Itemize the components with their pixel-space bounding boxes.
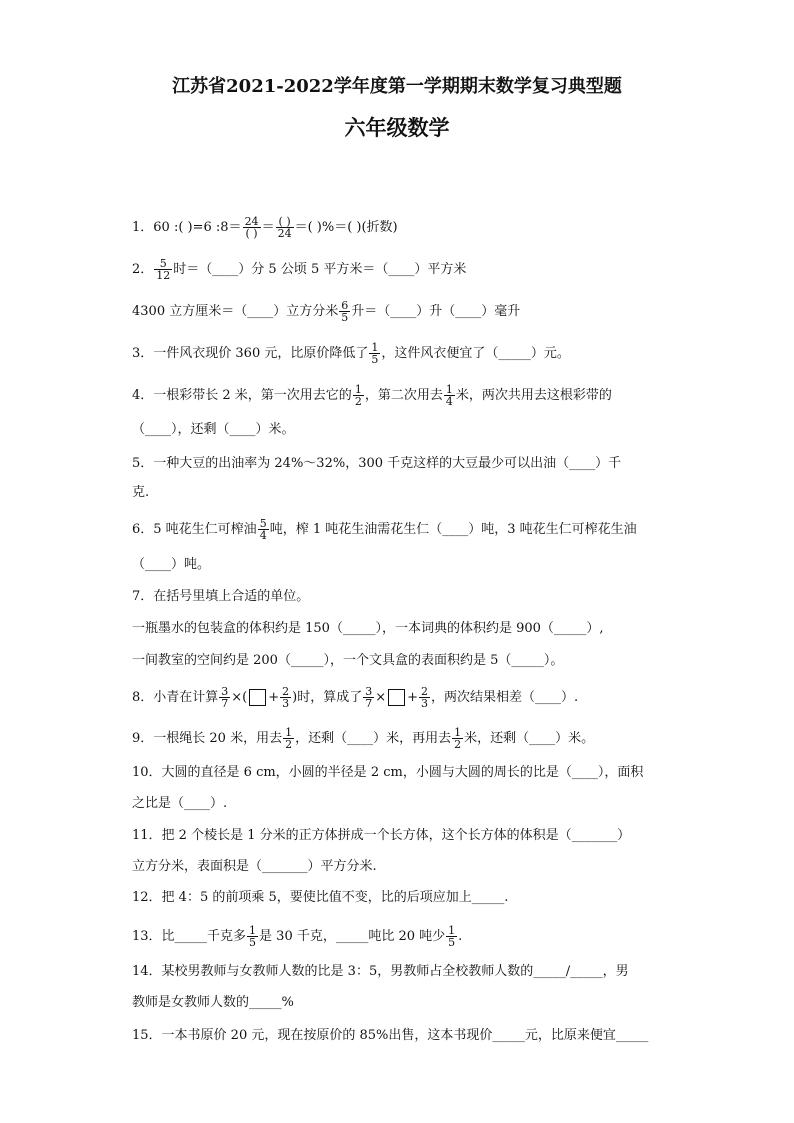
question-8 (132, 686, 578, 709)
q2b-fraction (339, 300, 350, 323)
q7-text-a: 7．在括号里填上合适的单位。 (132, 589, 310, 604)
question-6 (132, 518, 637, 541)
q9-fraction-1 (283, 727, 294, 750)
q12-text-a: 12．把 4：5 的前项乘 5，要使比值不变，比的后项应加上_____. (132, 890, 509, 905)
question-10-line-2 (132, 794, 227, 814)
q8-blank-box-1 (249, 689, 266, 706)
q4-f1-denominator: 2 (354, 395, 362, 408)
question-10 (132, 763, 643, 783)
q8-text-g: + (407, 690, 419, 705)
q8-f3-numerator: 3 (365, 685, 373, 698)
question-12 (132, 888, 508, 908)
q6b-text-a: （____）吨。 (132, 557, 211, 572)
question-4 (132, 384, 612, 407)
q8-text-d: )时，算成了 (292, 690, 363, 705)
question-2-line-2 (132, 300, 520, 323)
q10-text-a: 10．大圆的直径是 6 cm，小圆的半径是 2 cm，小圆与大圆的周长的比是（____），面积 (132, 765, 644, 780)
q2-f1-denominator: 12 (156, 269, 171, 282)
q1-fraction-2 (276, 216, 294, 239)
q6-f1-numerator: 5 (259, 517, 267, 530)
q2-prefix: 2． (132, 262, 154, 277)
q14-text-a: 14．某校男教师与女教师人数的比是 3：5，男教师占全校教师人数的_____/_____，男 (132, 964, 629, 979)
q13-f2-denominator: 5 (448, 936, 456, 949)
q2b-f1-numerator: 6 (341, 299, 349, 312)
q6-text-a: 6．5 吨花生仁可榨油 (132, 522, 257, 537)
q2b-f1-denominator: 5 (341, 311, 349, 324)
question-14-line-2 (132, 993, 294, 1013)
q13-fraction-1 (247, 925, 258, 948)
q11-text-a: 11．把 2 个棱长是 1 分米的正方体拼成一个长方体，这个长方体的体积是（_______） (132, 828, 631, 843)
q8-f2-numerator: 2 (282, 685, 290, 698)
q3-text-b: ，这件风衣便宜了（_____）元。 (381, 346, 570, 361)
q9-f1-numerator: 1 (285, 726, 293, 739)
q4-f2-numerator: 1 (445, 383, 453, 396)
worksheet-subtitle: 六年级数学 (344, 115, 450, 140)
question-5 (132, 454, 621, 474)
q4-fraction-1 (353, 384, 364, 407)
q14b-text-a: 教师是女教师人数的_____% (132, 995, 294, 1010)
q8-text-e: × (375, 690, 387, 705)
q1-fraction-1 (243, 216, 261, 239)
q8-fraction-4 (419, 686, 430, 709)
q8-f2-denominator: 3 (282, 697, 290, 710)
q1-text-a: 1．60 :( )=6 :8＝ (132, 220, 242, 235)
q15-text-a: 15．一本书原价 20 元，现在按原价的 85%出售，这本书现价_____元，比原来便宜_____ (132, 1028, 649, 1043)
q4-text-a: 4．一根彩带长 2 米，第一次用去它的 (132, 388, 352, 403)
q6-f1-denominator: 4 (259, 529, 267, 542)
q8-f4-denominator: 3 (421, 697, 429, 710)
q2-f1-numerator: 5 (154, 258, 172, 270)
q1-equals: ＝ (261, 220, 275, 235)
q2-fraction (154, 258, 172, 281)
q8-f1-numerator: 3 (221, 685, 229, 698)
q4-text-c: 米，两次共用去这根彩带的 (455, 388, 612, 403)
question-7-line-2 (132, 619, 604, 639)
q1-f1-numerator: 24 (244, 215, 259, 228)
q2-text-a: 时＝（____）分 5 公顷 5 平方米＝（____）平方米 (173, 262, 467, 277)
q1-f2-numerator: ( ) (276, 216, 294, 228)
question-9 (132, 727, 594, 750)
q4-fraction-2 (444, 384, 455, 407)
q4b-text-a: （____），还剩（____）米。 (132, 422, 295, 437)
q13-f2-numerator: 1 (448, 924, 456, 937)
question-1 (132, 216, 398, 239)
q8-f4-numerator: 2 (421, 685, 429, 698)
question-7 (132, 587, 309, 607)
q8-fraction-3 (363, 686, 374, 709)
question-11-line-2 (132, 857, 377, 877)
question-14 (132, 962, 629, 982)
q7c-text-a: 一间教室的空间约是 200（_____），一个文具盒的表面积约是 5（_____）。 (132, 653, 564, 668)
question-5-line-2 (132, 483, 149, 503)
q13-text-a: 13．比_____千克多 (132, 929, 247, 944)
q8-f1-denominator: 7 (221, 697, 229, 710)
q8-f3-denominator: 7 (365, 697, 373, 710)
q8-text-c: + (268, 690, 280, 705)
q3-f1-numerator: 1 (371, 341, 379, 354)
q2b-text-b: 升＝（____）升（____）毫升 (351, 304, 521, 319)
q9-f2-denominator: 2 (454, 738, 462, 751)
q8-text-h: ，两次结果相差（____）. (431, 690, 579, 705)
q8-fraction-2 (280, 686, 291, 709)
q5b-text-a: 克. (132, 485, 150, 500)
q13-f1-denominator: 5 (249, 936, 257, 949)
q8-text-b: ×( (231, 690, 248, 705)
q6-fraction (258, 518, 269, 541)
question-6-line-2 (132, 555, 210, 575)
q6-text-b: 吨，榨 1 吨花生油需花生仁（____）吨，3 吨花生仁可榨花生油 (269, 522, 637, 537)
q3-fraction (369, 342, 380, 365)
q1-f1-denominator: ( ) (245, 227, 258, 240)
worksheet-title: 江苏省2021-2022学年度第一学期期末数学复习典型题 (172, 76, 622, 97)
question-11 (132, 826, 630, 846)
question-4-line-2 (132, 420, 295, 440)
q9-text-c: 米，还剩（____）米。 (464, 731, 595, 746)
q1-f2-denominator: 24 (277, 227, 292, 240)
q9-f2-numerator: 1 (454, 726, 462, 739)
question-7-line-3 (132, 651, 563, 671)
q13-text-b: 是 30 千克，_____吨比 20 吨少 (259, 929, 446, 944)
q4-text-b: ，第二次用去 (364, 388, 443, 403)
question-2 (132, 258, 466, 281)
q9-text-b: ，还剩（____）米，再用去 (295, 731, 452, 746)
q4-f2-denominator: 4 (445, 395, 453, 408)
q7b-text-a: 一瓶墨水的包装盒的体积约是 150（_____），一本词典的体积约是 900（_____）, (132, 621, 604, 636)
question-15 (132, 1026, 648, 1046)
q11b-text-a: 立方分米，表面积是（_______）平方分米. (132, 859, 377, 874)
q8-blank-box-2 (388, 689, 405, 706)
q13-text-c: . (458, 929, 463, 944)
q2b-text-a: 4300 立方厘米＝（____）立方分米 (132, 304, 339, 319)
q9-f1-denominator: 2 (285, 738, 293, 751)
q3-f1-denominator: 5 (371, 353, 379, 366)
question-13 (132, 925, 462, 948)
q3-text-a: 3．一件风衣现价 360 元，比原价降低了 (132, 346, 369, 361)
q8-fraction-1 (219, 686, 230, 709)
q13-fraction-2 (446, 925, 457, 948)
q9-fraction-2 (452, 727, 463, 750)
q4-f1-numerator: 1 (354, 383, 362, 396)
q10b-text-a: 之比是（____）. (132, 796, 228, 811)
q5-text-a: 5．一种大豆的出油率为 24%～32%，300 千克这样的大豆最少可以出油（____）千 (132, 456, 622, 471)
question-3 (132, 342, 570, 365)
q8-text-a: 8．小青在计算 (132, 690, 219, 705)
q9-text-a: 9．一根绳长 20 米，用去 (132, 731, 283, 746)
q13-f1-numerator: 1 (249, 924, 257, 937)
q1-text-b: ＝( )%＝( )(折数) (294, 220, 398, 235)
